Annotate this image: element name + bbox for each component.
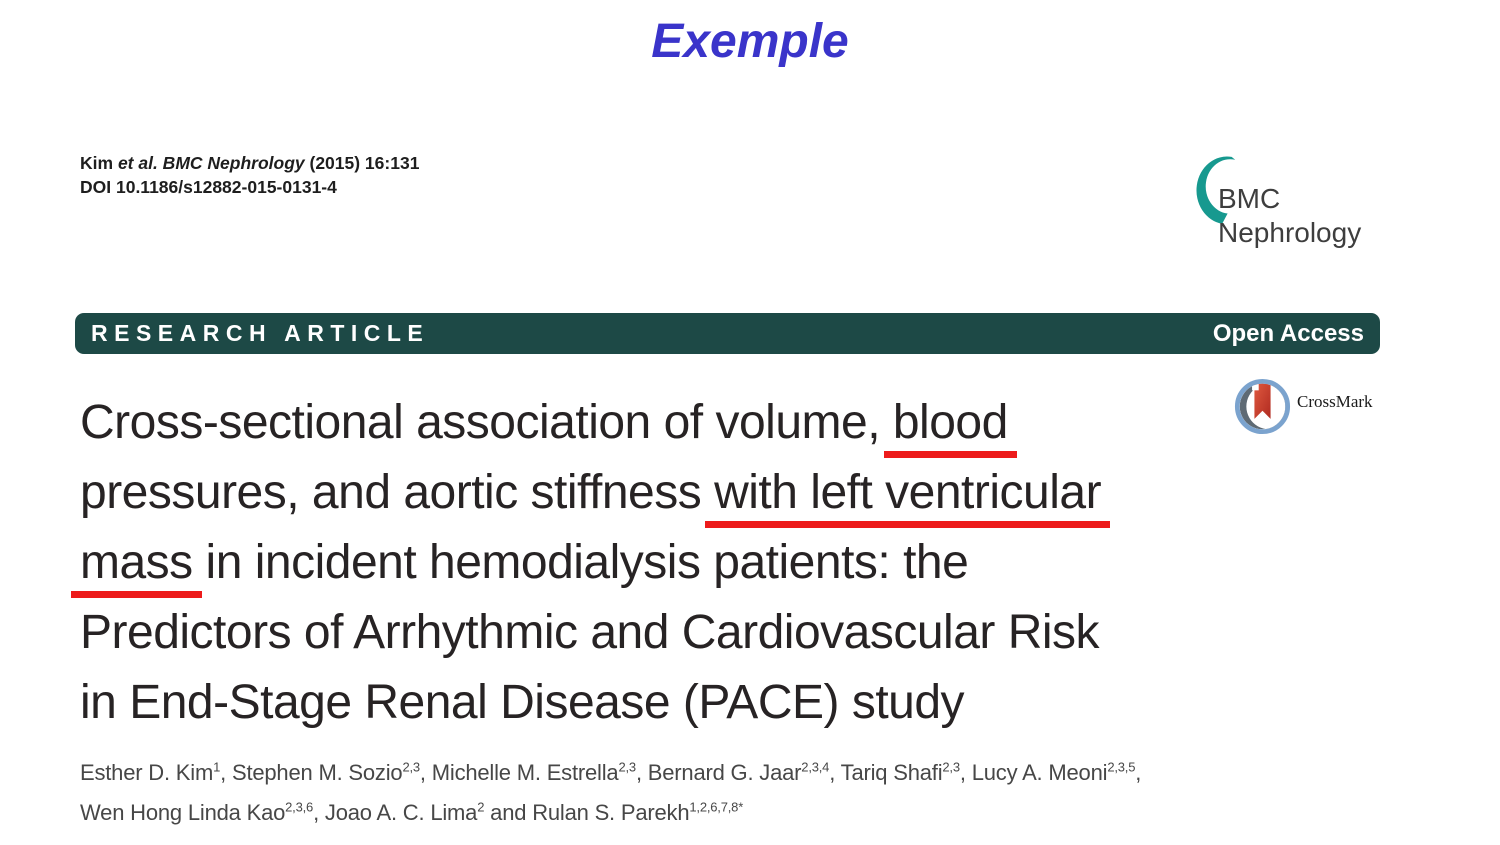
open-access-label: Open Access [1212,319,1364,347]
title-text: pressures, and aortic stiffness [80,466,715,519]
author-affiliation-superscript: 2,3,6 [285,799,314,815]
article-type-banner [75,313,1380,354]
crossmark-label: CrossMark [1297,392,1373,411]
citation-doi: DOI 10.1186/s12882-015-0131-4 [80,177,337,198]
bmc-logo-journal: Nephrology [1218,217,1362,248]
author-affiliation-superscript: 1,2,6,7,8* [689,799,744,815]
citation-journal: et al. BMC Nephrology [117,153,305,173]
title-underlined-phrase: blood [884,396,1017,458]
title-text: in End-Stage Renal Disease (PACE) study [80,676,965,729]
research-article-label: RESEARCH ARTICLE [91,320,430,346]
author-affiliation-superscript: 2,3 [402,759,420,775]
author-affiliation-superscript: 1 [213,759,221,775]
title-text: in incident hemodialysis patients: the [192,536,969,589]
title-underlined-phrase: mass [71,536,202,598]
article-title-line [80,528,1382,598]
author-name: Esther D. Kim [80,760,214,785]
author-affiliation-superscript: 2,3 [618,759,636,775]
author-list-line2: Wen Hong Linda Kao$^{2,3,6}$, Joao A. C. Lima$^2$ and Rulan S. Parekh$^{1,2,6,7,8*}$ [80,799,744,825]
author-name: Stephen M. Sozio [231,760,403,785]
crossmark-icon [1234,378,1291,435]
author-name: Bernard G. Jaar [647,760,802,785]
crossmark-badge[interactable] [1234,378,1373,435]
article-title-line [80,668,1382,738]
author-name: Wen Hong Linda Kao [80,800,286,825]
article-title-line [80,598,1382,668]
author-affiliation-superscript: 2 [477,799,485,815]
citation-author: Kim [80,153,118,173]
author-name: Michelle M. Estrella [431,760,619,785]
bmc-nephrology-logo [1192,150,1392,260]
author-name: Joao A. C. Lima [324,800,478,825]
author-name: Rulan S. Parekh [532,800,690,825]
author-affiliation-superscript: 2,3 [942,759,960,775]
article-header [80,388,1382,833]
title-underlined-phrase: with left ventricular [705,466,1110,528]
citation-issue: (2015) 16:131 [304,153,420,173]
article-title-line [80,458,1382,528]
slide-title: Exemple [651,15,849,68]
author-name: Tariq Shafi [840,760,943,785]
article-title [80,388,1382,738]
author-name: Lucy A. Meoni [971,760,1108,785]
title-text: Predictors of Arrhythmic and Cardiovascular Risk [80,606,1100,659]
bmc-logo-name: BMC [1218,183,1281,214]
citation-block [80,151,419,199]
author-affiliation-superscript: 2,3,4 [801,759,830,775]
title-text: Cross-sectional association of volume, [80,396,893,449]
article-title-line [80,388,1382,458]
author-list-line1: Esther D. Kim$^1$, Stephen M. Sozio$^{2,3}$, Michelle M. Estrella$^{2,3}$, Bernard G. Jaar$^{2,3,4}$, Tariq Shafi$^{2,3}$, Lucy A. Meoni$^{2,3,5}$, [80,759,1142,785]
citation-line1 [80,151,419,175]
bmc-logo-text [1218,182,1361,250]
author-affiliation-superscript: 2,3,5 [1107,759,1136,775]
